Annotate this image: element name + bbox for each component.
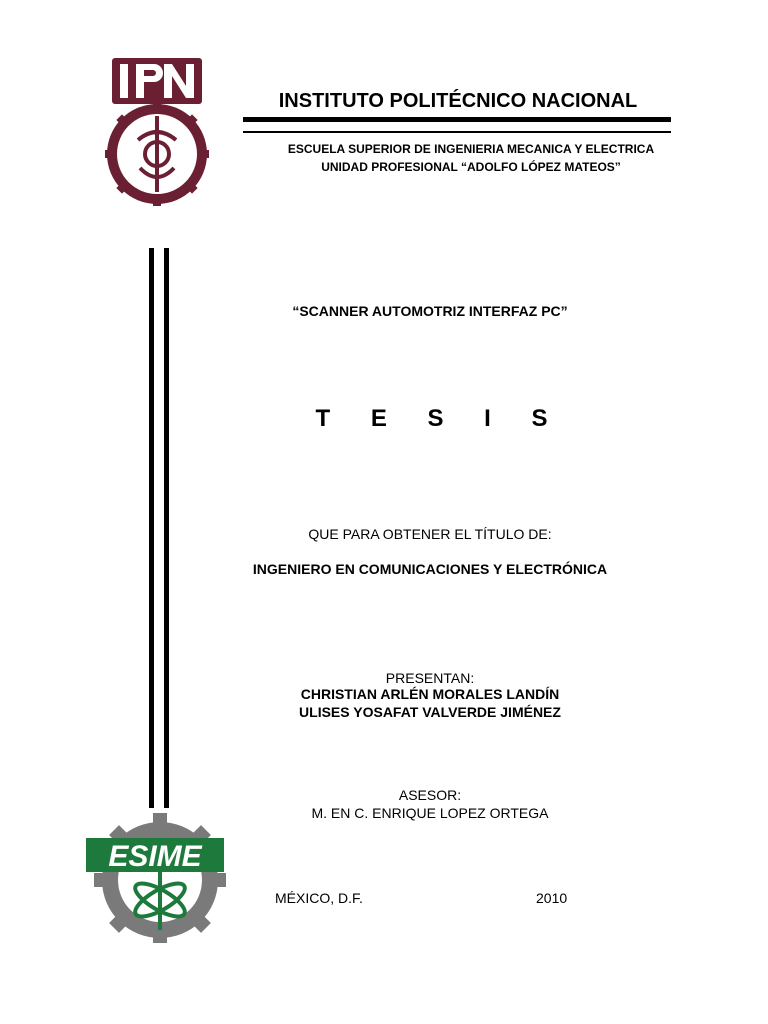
school-name: ESCUELA SUPERIOR DE INGENIERIA MECANICA Y ELECTRICA xyxy=(287,142,655,156)
degree-name: INGENIERO EN COMUNICACIONES Y ELECTRÓNICA xyxy=(252,561,608,577)
presenters-label: PRESENTAN: xyxy=(385,670,475,686)
header-rule-thin xyxy=(243,131,671,133)
institution-title: INSTITUTO POLITÉCNICO NACIONAL xyxy=(278,90,638,112)
thesis-title: “SCANNER AUTOMOTRIZ INTERFAZ PC” xyxy=(292,303,568,319)
advisor-name: M. EN C. ENRIQUE LOPEZ ORTEGA xyxy=(311,805,549,821)
place: MÉXICO, D.F. xyxy=(275,890,363,906)
year: 2010 xyxy=(536,890,568,906)
header-rule-thick xyxy=(243,117,671,122)
esime-logo-text: ESIME xyxy=(108,840,202,873)
author-name: ULISES YOSAFAT VALVERDE JIMÉNEZ xyxy=(299,704,561,720)
esime-logo xyxy=(82,808,227,943)
advisor-label: ASESOR: xyxy=(398,787,462,803)
author-name: CHRISTIAN ARLÉN MORALES LANDÍN xyxy=(300,686,560,702)
vertical-rule-left xyxy=(149,248,154,808)
document-type: T E S I S xyxy=(315,405,565,432)
vertical-rule-right xyxy=(164,248,169,808)
degree-intro: QUE PARA OBTENER EL TÍTULO DE: xyxy=(308,526,552,542)
ipn-logo xyxy=(98,50,216,212)
unit-name: UNIDAD PROFESIONAL “ADOLFO LÓPEZ MATEOS” xyxy=(321,160,621,174)
